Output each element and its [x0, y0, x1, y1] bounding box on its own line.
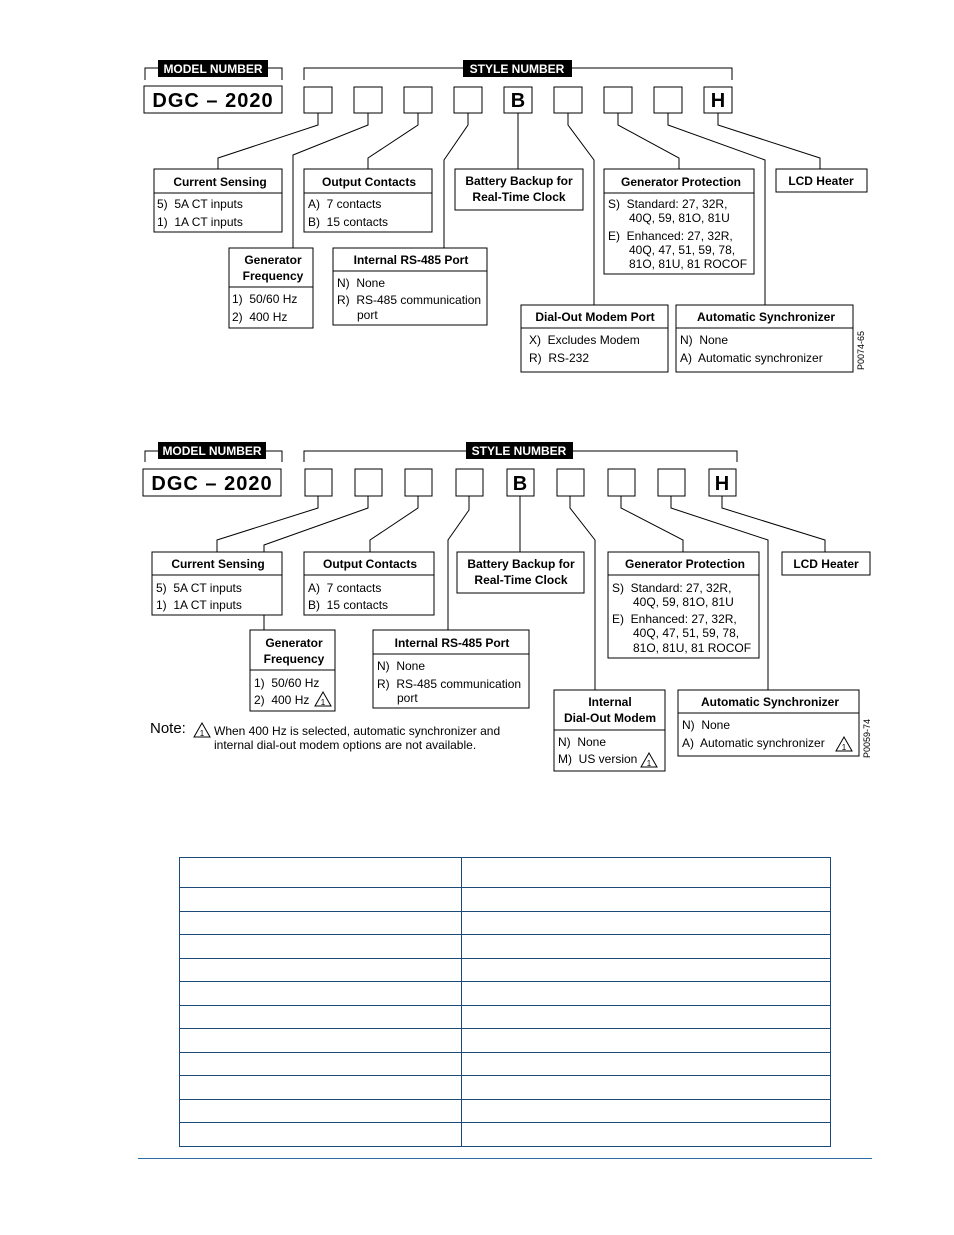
style-digit-box-8	[654, 87, 682, 113]
table-cell	[180, 911, 462, 935]
style-digit-box-2	[354, 87, 382, 113]
table-row	[180, 888, 831, 912]
table-row	[180, 982, 831, 1006]
model-number-tag-text: MODEL NUMBER	[163, 62, 263, 76]
table-row	[180, 1052, 831, 1076]
table-cell	[462, 911, 831, 935]
connector-generator-protection	[618, 113, 679, 169]
dialout-title: Internal	[588, 695, 632, 709]
output-contacts-title: Output Contacts	[323, 557, 417, 571]
table-cell	[180, 1052, 462, 1076]
style-digit-box-1	[304, 87, 332, 113]
lcd-heater-title: LCD Heater	[788, 174, 854, 188]
current-sensing-title: Current Sensing	[171, 557, 265, 571]
table-row	[180, 1099, 831, 1123]
rs485-option: port	[397, 691, 418, 705]
battery-backup-box	[455, 169, 583, 210]
style-digit-box-3	[404, 87, 432, 113]
connector-lcd-heater	[718, 113, 820, 169]
style-letter-b: B	[510, 90, 526, 112]
connector-output-contacts	[368, 113, 418, 169]
table-cell	[462, 1005, 831, 1029]
table-cell	[462, 858, 831, 888]
dialout-option: N) None	[558, 735, 607, 749]
rs485-option: port	[357, 308, 378, 322]
output-contacts-title: Output Contacts	[322, 175, 416, 189]
generator-protection-line: E) Enhanced: 27, 32R,	[608, 229, 733, 243]
battery-backup-box	[457, 552, 584, 593]
current-sensing-title: Current Sensing	[173, 175, 267, 189]
generator-protection-line: 40Q, 47, 51, 59, 78,	[633, 626, 740, 640]
table-row	[180, 1123, 831, 1147]
rs485-port-box	[373, 630, 529, 708]
table-cell	[462, 1099, 831, 1123]
current-sensing-box	[152, 552, 282, 615]
style-digit-box-8	[658, 469, 685, 496]
battery-backup-title: Real-Time Clock	[474, 573, 568, 587]
generator-protection-line: 40Q, 59, 81O, 81U	[633, 595, 734, 609]
generator-protection-box	[608, 552, 759, 658]
auto-sync-box	[678, 690, 859, 756]
svg-text:1: 1	[841, 743, 847, 752]
figure-code: P0059-74	[862, 718, 872, 758]
generator-frequency-title: Frequency	[263, 652, 325, 666]
auto-sync-title: Automatic Synchronizer	[696, 310, 836, 324]
dialout-option: X) Excludes Modem	[529, 333, 640, 347]
table-cell	[180, 888, 462, 912]
style-digit-box-3	[405, 469, 432, 496]
generator-protection-title: Generator Protection	[620, 175, 742, 189]
table-row	[180, 935, 831, 959]
table-cell	[180, 858, 462, 888]
model-number-text: DGC – 2020	[152, 90, 274, 112]
auto-sync-option: A) Automatic synchronizer	[680, 351, 823, 365]
rs485-title: Internal RS-485 Port	[394, 636, 510, 650]
table-cell	[180, 1005, 462, 1029]
style-number-tag-text: STYLE NUMBER	[471, 444, 567, 458]
table-cell	[462, 958, 831, 982]
style-letter-h: H	[714, 473, 730, 495]
connector-lcd-heater	[722, 496, 825, 552]
table-cell	[462, 1123, 831, 1147]
figure-code: P0074-65	[856, 330, 866, 370]
current-sensing-option: 5) 5A CT inputs	[156, 581, 242, 595]
style-digit-box-7	[608, 469, 635, 496]
generator-protection-line: 40Q, 47, 51, 59, 78,	[629, 243, 736, 257]
table-row	[180, 858, 831, 888]
style-digit-box-1	[305, 469, 332, 496]
rs485-title: Internal RS-485 Port	[353, 253, 469, 267]
rs485-port-box	[333, 248, 487, 325]
rs485-option: R) RS-485 communication	[337, 293, 482, 307]
battery-backup-title: Battery Backup for	[467, 557, 575, 571]
generator-frequency-option: 2) 400 Hz	[254, 693, 310, 707]
style-digit-box-2	[355, 469, 382, 496]
rs485-option: N) None	[377, 659, 426, 673]
dialout-title: Dial-Out Modem	[564, 711, 656, 725]
current-sensing-box	[154, 169, 282, 232]
note-label: Note:	[150, 720, 186, 737]
table-cell	[180, 1029, 462, 1053]
generator-frequency-option: 2) 400 Hz	[232, 310, 288, 324]
table-cell	[462, 1076, 831, 1100]
lcd-heater-box	[776, 169, 867, 192]
generator-protection-title: Generator Protection	[624, 557, 746, 571]
table-cell	[462, 1029, 831, 1053]
table-cell	[180, 1099, 462, 1123]
generator-frequency-box	[229, 248, 313, 328]
table-row	[180, 911, 831, 935]
table-row	[180, 1005, 831, 1029]
current-sensing-option: 5) 5A CT inputs	[157, 197, 243, 211]
battery-backup-title: Real-Time Clock	[472, 190, 566, 204]
style-digit-box-6	[554, 87, 582, 113]
svg-text:1: 1	[320, 698, 326, 707]
empty-table	[179, 857, 831, 1147]
table-cell	[180, 935, 462, 959]
output-contacts-box	[304, 169, 432, 232]
auto-sync-option: N) None	[680, 333, 729, 347]
rs485-option: R) RS-485 communication	[377, 677, 522, 691]
table-cell	[180, 958, 462, 982]
note-text: When 400 Hz is selected, automatic synchronizer and	[214, 724, 501, 738]
current-sensing-option: 1) 1A CT inputs	[156, 598, 242, 612]
generator-protection-line: S) Standard: 27, 32R,	[608, 197, 728, 211]
note-text: internal dial-out modem options are not available.	[214, 738, 477, 752]
output-contacts-option: B) 15 contacts	[308, 215, 389, 229]
dialout-modem-box	[554, 690, 665, 771]
connector-output-contacts	[370, 496, 418, 552]
lcd-heater-box	[782, 552, 870, 575]
output-contacts-box	[304, 552, 434, 615]
battery-backup-title: Battery Backup for	[465, 174, 573, 188]
table-row	[180, 1076, 831, 1100]
table-cell	[462, 888, 831, 912]
style-digit-box-4	[454, 87, 482, 113]
dialout-option: R) RS-232	[529, 351, 590, 365]
style-digit-box-6	[557, 469, 584, 496]
svg-text:1: 1	[646, 759, 652, 768]
style-letter-b: B	[512, 473, 528, 495]
table-row	[180, 958, 831, 982]
auto-sync-title: Automatic Synchronizer	[700, 695, 840, 709]
style-chart-diagram-1	[0, 0, 954, 390]
style-number-tag-text: STYLE NUMBER	[469, 62, 565, 76]
generator-frequency-title: Generator	[265, 636, 323, 650]
table-row	[180, 1029, 831, 1053]
generator-frequency-option: 1) 50/60 Hz	[254, 676, 320, 690]
connector-generator-protection	[621, 496, 683, 552]
svg-text:1: 1	[199, 729, 205, 738]
style-letter-h: H	[710, 90, 726, 112]
generator-frequency-option: 1) 50/60 Hz	[232, 292, 298, 306]
table-cell	[180, 982, 462, 1006]
generator-frequency-title: Frequency	[242, 269, 304, 283]
generator-protection-line: 40Q, 59, 81O, 81U	[629, 211, 730, 225]
style-chart-diagram-2	[0, 430, 954, 780]
auto-sync-box	[676, 305, 853, 372]
table-cell	[462, 982, 831, 1006]
generator-protection-line: 81O, 81U, 81 ROCOF	[633, 641, 752, 655]
table-cell	[462, 935, 831, 959]
generator-frequency-title: Generator	[244, 253, 302, 267]
generator-frequency-box	[250, 630, 335, 711]
lcd-heater-title: LCD Heater	[793, 557, 859, 571]
current-sensing-option: 1) 1A CT inputs	[157, 215, 243, 229]
generator-protection-line: S) Standard: 27, 32R,	[612, 581, 732, 595]
output-contacts-option: A) 7 contacts	[308, 197, 382, 211]
table-cell	[180, 1123, 462, 1147]
generator-protection-box	[604, 169, 754, 274]
table-cell	[180, 1076, 462, 1100]
output-contacts-option: A) 7 contacts	[308, 581, 382, 595]
style-digit-box-4	[456, 469, 483, 496]
auto-sync-option: N) None	[682, 718, 731, 732]
generator-protection-line: E) Enhanced: 27, 32R,	[612, 612, 737, 626]
dialout-title: Dial-Out Modem Port	[535, 310, 655, 324]
rs485-option: N) None	[337, 276, 386, 290]
style-digit-box-7	[604, 87, 632, 113]
dialout-modem-box	[521, 305, 668, 372]
dialout-option: M) US version	[558, 752, 638, 766]
generator-protection-line: 81O, 81U, 81 ROCOF	[629, 257, 748, 271]
output-contacts-option: B) 15 contacts	[308, 598, 389, 612]
auto-sync-option: A) Automatic synchronizer	[682, 736, 825, 750]
model-number-tag-text: MODEL NUMBER	[162, 444, 262, 458]
footer-rule	[138, 1158, 872, 1159]
warning-triangle-icon	[194, 723, 210, 738]
table-cell	[462, 1052, 831, 1076]
model-number-text: DGC – 2020	[151, 473, 273, 495]
connector-current-sensing	[218, 113, 318, 169]
